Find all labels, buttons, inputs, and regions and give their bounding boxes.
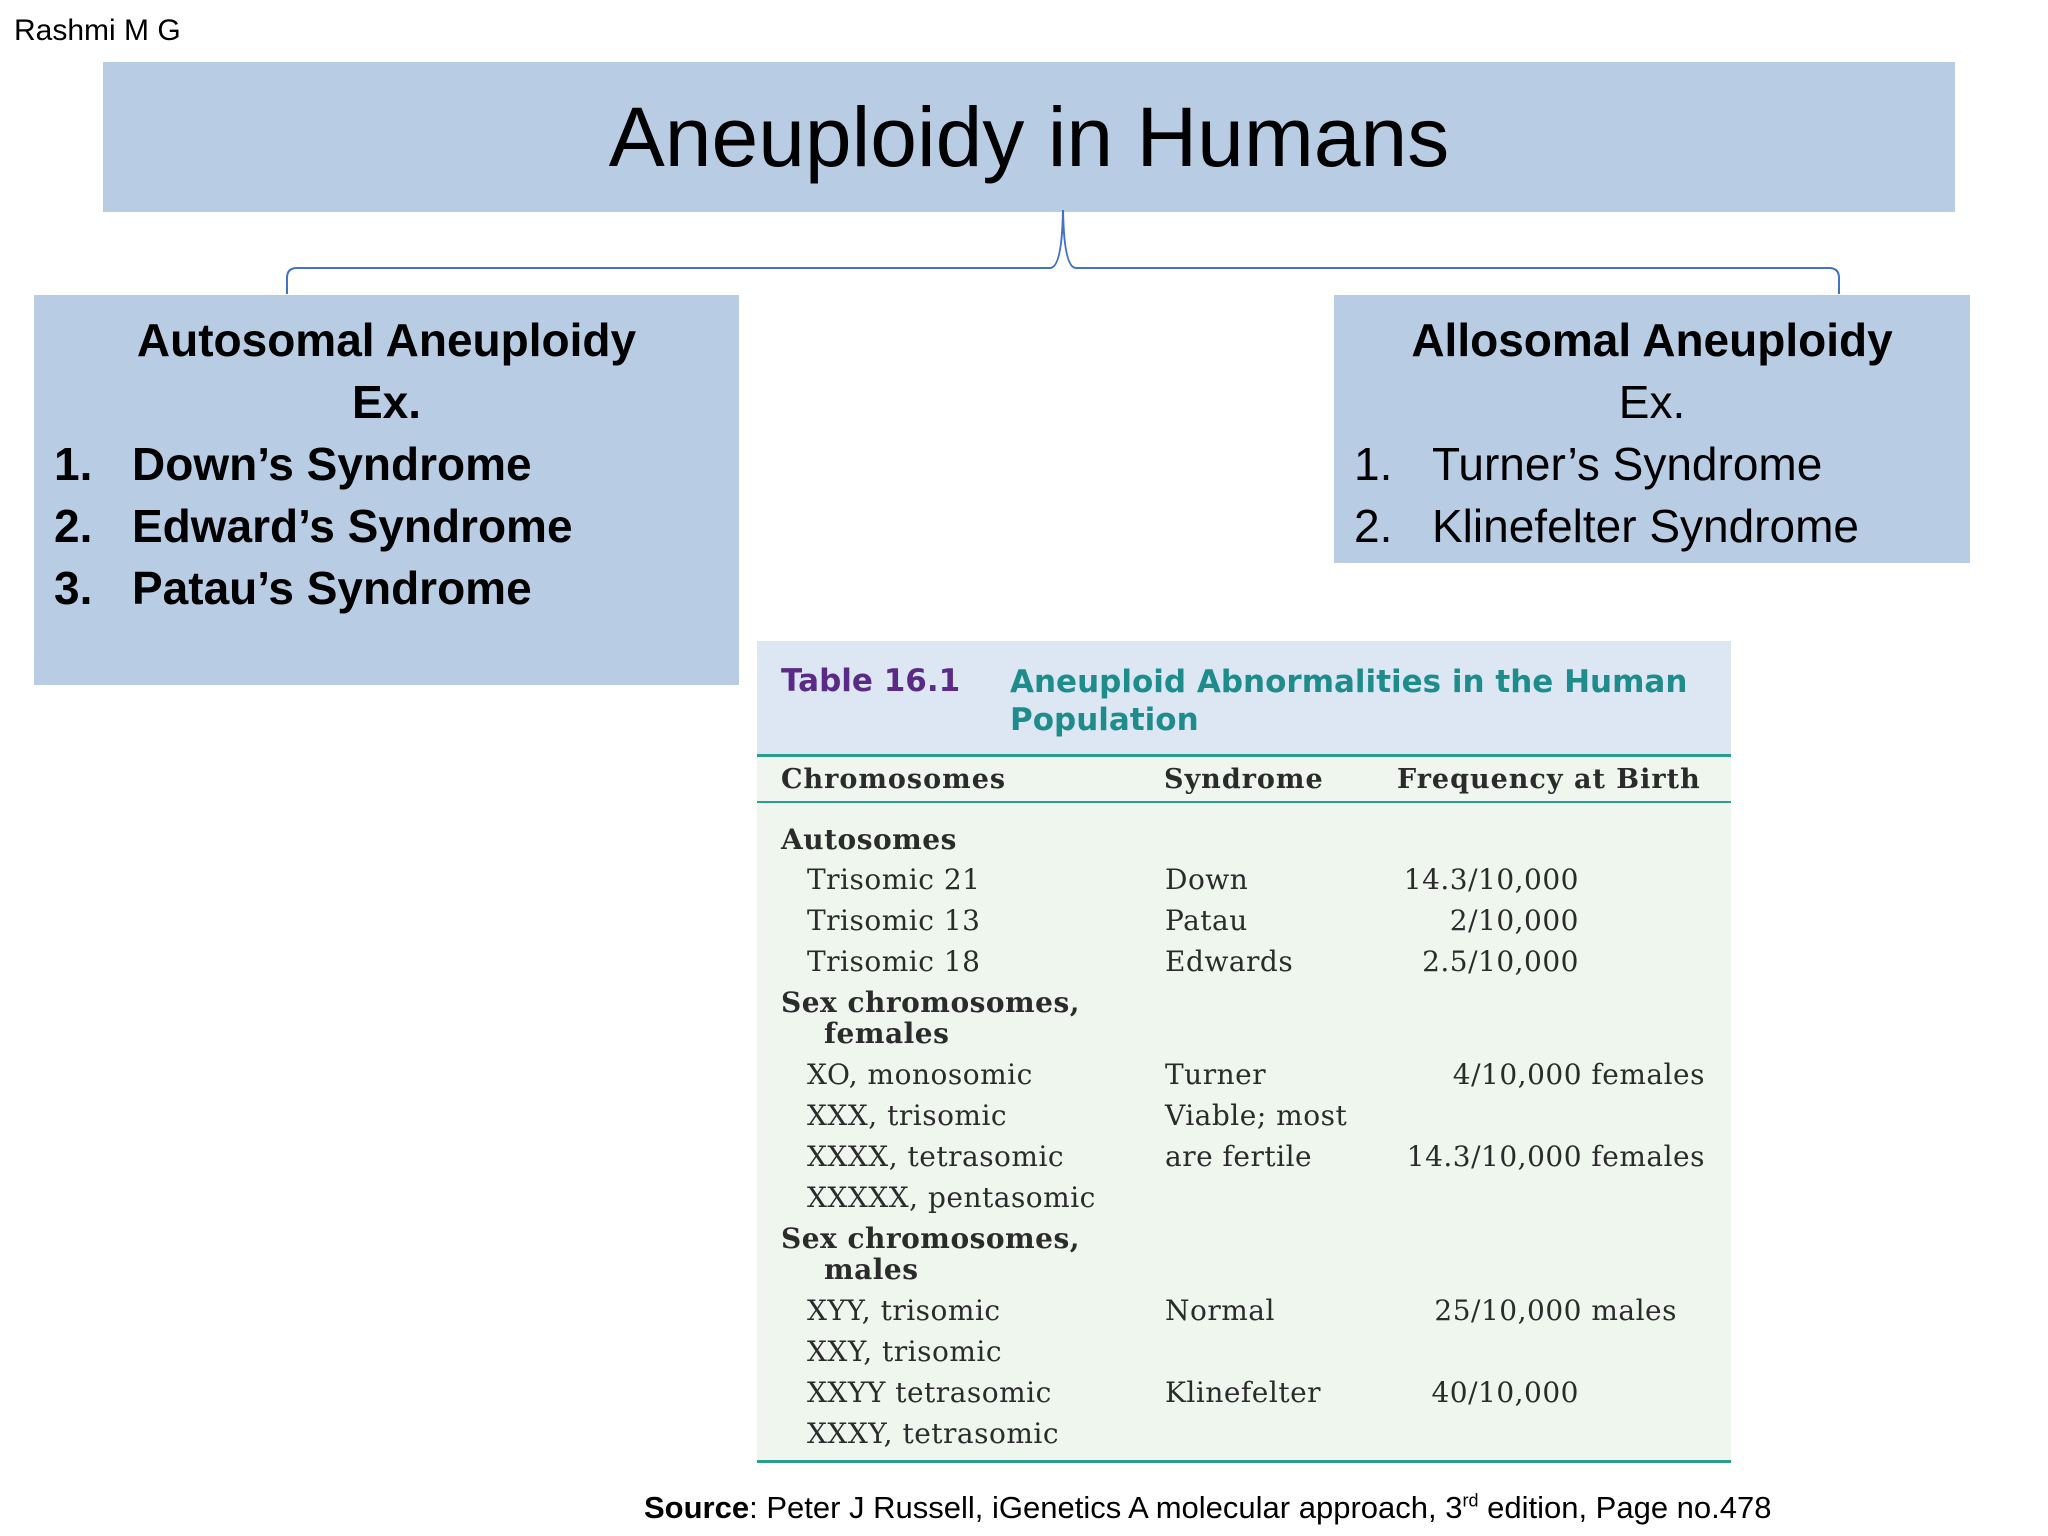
header-syndrome: Syndrome xyxy=(1164,764,1324,795)
brace-connector xyxy=(0,0,2048,300)
cell-frequency: 2/10,000 xyxy=(1449,904,1579,937)
cell-syndrome: Patau xyxy=(1165,904,1248,937)
autosomal-ex: Ex. xyxy=(351,376,422,428)
author-name: Rashmi M G xyxy=(14,14,181,47)
section-label: Sex chromosomes, xyxy=(781,986,1081,1019)
cell-chromosomes: XXX, trisomic xyxy=(807,1099,1008,1132)
table-caption xyxy=(757,641,1731,757)
cell-syndrome: Turner xyxy=(1165,1058,1267,1091)
list-label: Turner’s Syndrome xyxy=(1432,438,1823,490)
list-label: Edward’s Syndrome xyxy=(132,500,573,552)
cell-syndrome: Normal xyxy=(1165,1294,1275,1327)
list-label: Down’s Syndrome xyxy=(132,438,532,490)
source-citation xyxy=(644,1490,1772,1526)
allosomal-list xyxy=(1334,433,1970,557)
cell-chromosomes: Trisomic 13 xyxy=(807,904,981,937)
list-label: Klinefelter Syndrome xyxy=(1432,500,1859,552)
table-title: Aneuploid Abnormalities in the Human Population xyxy=(1010,664,1688,738)
source-text-end: edition, Page no.478 xyxy=(1478,1490,1772,1525)
source-label: Source xyxy=(644,1490,750,1525)
list-number: 3. xyxy=(54,562,93,614)
cell-syndrome: Viable; most xyxy=(1165,1099,1348,1132)
list-item xyxy=(34,433,739,495)
table-bottom-rule xyxy=(757,1460,1731,1463)
cell-syndrome: are fertile xyxy=(1165,1140,1313,1173)
source-text: : Peter J Russell, iGenetics A molecular approach, 3 xyxy=(749,1490,1463,1525)
cell-frequency: 40/10,000 xyxy=(1431,1376,1579,1409)
cell-chromosomes: XXYY tetrasomic xyxy=(807,1376,1052,1409)
list-number: 1. xyxy=(1354,438,1393,490)
cell-syndrome: Klinefelter xyxy=(1165,1376,1322,1409)
list-item xyxy=(34,495,739,557)
header-chromosomes: Chromosomes xyxy=(781,764,1007,795)
cell-frequency: 4/10,000 females xyxy=(1452,1058,1705,1091)
cell-chromosomes: XXXXX, pentasomic xyxy=(807,1181,1096,1214)
table-number: Table 16.1 xyxy=(781,663,961,699)
list-item xyxy=(1334,433,1970,495)
section-label: Sex chromosomes, xyxy=(781,1222,1081,1255)
slide-title: Aneuploidy in Humans xyxy=(608,89,1450,184)
cell-chromosomes: XXY, trisomic xyxy=(807,1335,1003,1368)
cell-chromosomes: XXXY, tetrasomic xyxy=(807,1417,1060,1450)
cell-chromosomes: Trisomic 21 xyxy=(807,863,981,896)
source-sup: rd xyxy=(1462,1490,1479,1511)
cell-syndrome: Edwards xyxy=(1165,945,1294,978)
autosomal-heading: Autosomal Aneuploidy xyxy=(136,314,637,366)
allosomal-heading: Allosomal Aneuploidy xyxy=(1411,314,1893,366)
allosomal-box xyxy=(1334,295,1970,563)
autosomal-box xyxy=(34,295,739,685)
section-label-cont: males xyxy=(824,1253,919,1286)
list-number: 2. xyxy=(1354,500,1393,552)
section-label: Autosomes xyxy=(781,823,957,856)
cell-chromosomes: Trisomic 18 xyxy=(807,945,981,978)
cell-chromosomes: XO, monosomic xyxy=(807,1058,1033,1091)
list-item xyxy=(1334,495,1970,557)
cell-frequency: 25/10,000 males xyxy=(1434,1294,1677,1327)
cell-chromosomes: XYY, trisomic xyxy=(807,1294,1001,1327)
list-item xyxy=(34,557,739,619)
cell-frequency: 14.3/10,000 females xyxy=(1406,1140,1705,1173)
header-frequency: Frequency at Birth xyxy=(1397,764,1701,795)
cell-frequency: 14.3/10,000 xyxy=(1403,863,1579,896)
list-number: 2. xyxy=(54,500,93,552)
list-number: 1. xyxy=(54,438,93,490)
list-label: Patau’s Syndrome xyxy=(132,562,532,614)
aneuploidy-table xyxy=(757,641,1731,1463)
section-label-cont: females xyxy=(824,1017,950,1050)
autosomal-list xyxy=(34,433,739,619)
cell-frequency: 2.5/10,000 xyxy=(1422,945,1579,978)
table-header-row xyxy=(757,757,1731,803)
allosomal-ex: Ex. xyxy=(1618,376,1686,428)
cell-syndrome: Down xyxy=(1165,863,1249,896)
cell-chromosomes: XXXX, tetrasomic xyxy=(807,1140,1065,1173)
